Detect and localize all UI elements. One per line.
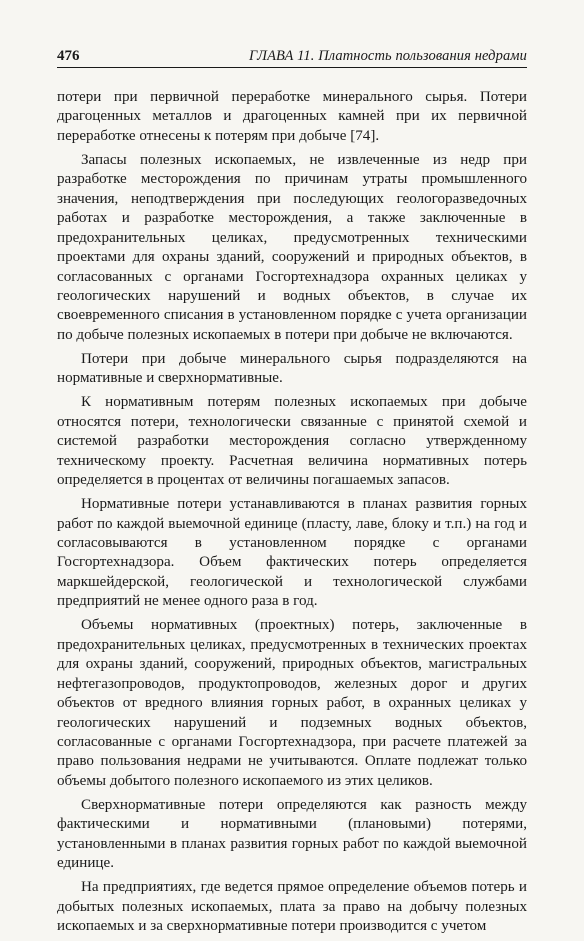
paragraph: К нормативным потерям полезных ископаемых при добыче относятся потери, технологически связанные с принятой схемой и системой разработки месторождения согласно утвержденному техническому проекту. Расчетная величина нормативных потерь определяется в процентах от величины погашаемых запасов. xyxy=(57,394,527,489)
page-number: 476 xyxy=(57,48,80,64)
body-text xyxy=(57,88,527,941)
paragraph: Сверхнормативные потери определяются как разность между фактическими и нормативными (плановыми) потерями, установленными в планах развития горных работ по каждой выемочной единице. xyxy=(57,796,527,872)
paragraph: Запасы полезных ископаемых, не извлеченные из недр при разработке месторождения по причинам утраты промышленного значения, неподтверждения при последующих геологоразведочных работах и разработке месторождения, а также заключенные в предохранительных целиках, предусмотренных техническими проектами для охраны зданий, сооружений и природных объектов, в согласованных с органами Госгортехнадзора охранных целиках у геологических нарушений и водных объектов, в случае их своевременного списания в установленном порядке с учета организации по добыче полезных ископаемых в потери при добыче не включаются. xyxy=(57,151,527,343)
running-head: ГЛАВА 11. Платность пользования недрами xyxy=(249,48,527,64)
paragraph: Нормативные потери устанавливаются в планах развития горных работ по каждой выемочной единице (пласту, лаве, блоку и т.п.) на год и согласовываются в установленном порядке с органами Госгортехнадзора. Объем фактических потерь определяется маркшейдерской, геологической и технологической службами предприятий не менее одного раза в год. xyxy=(57,496,527,610)
paragraph: потери при первичной переработке минерального сырья. Потери драгоценных металлов и драгоценных камней при их первичной переработке отнесены к потерям при добыче [74]. xyxy=(57,89,527,144)
paragraph: На предприятиях, где ведется прямое определение объемов потерь и добытых полезных ископаемых, плата за право на добычу полезных ископаемых и за сверхнормативные потери производится с учетом xyxy=(57,879,527,935)
page-header xyxy=(57,47,527,68)
paragraph: Объемы нормативных (проектных) потерь, заключенные в предохранительных целиках, предусмотренных в технических проектах для охраны зданий, сооружений, природных объектов, магистральных нефтегазопроводов, продуктопроводов, железных дорог и других объектов от вредного влияния горных работ, в охранных целиках у геологических нарушений и подземных водных объектов, согласованные с органами Госгортехнадзора, при расчете платежей за право пользования недрами не учитываются. Оплате подлежат только объемы добытого полезного ископаемого из этих целиков. xyxy=(57,617,527,789)
paragraph: Потери при добыче минерального сырья подразделяются на нормативные и сверхнормативные. xyxy=(57,350,527,387)
